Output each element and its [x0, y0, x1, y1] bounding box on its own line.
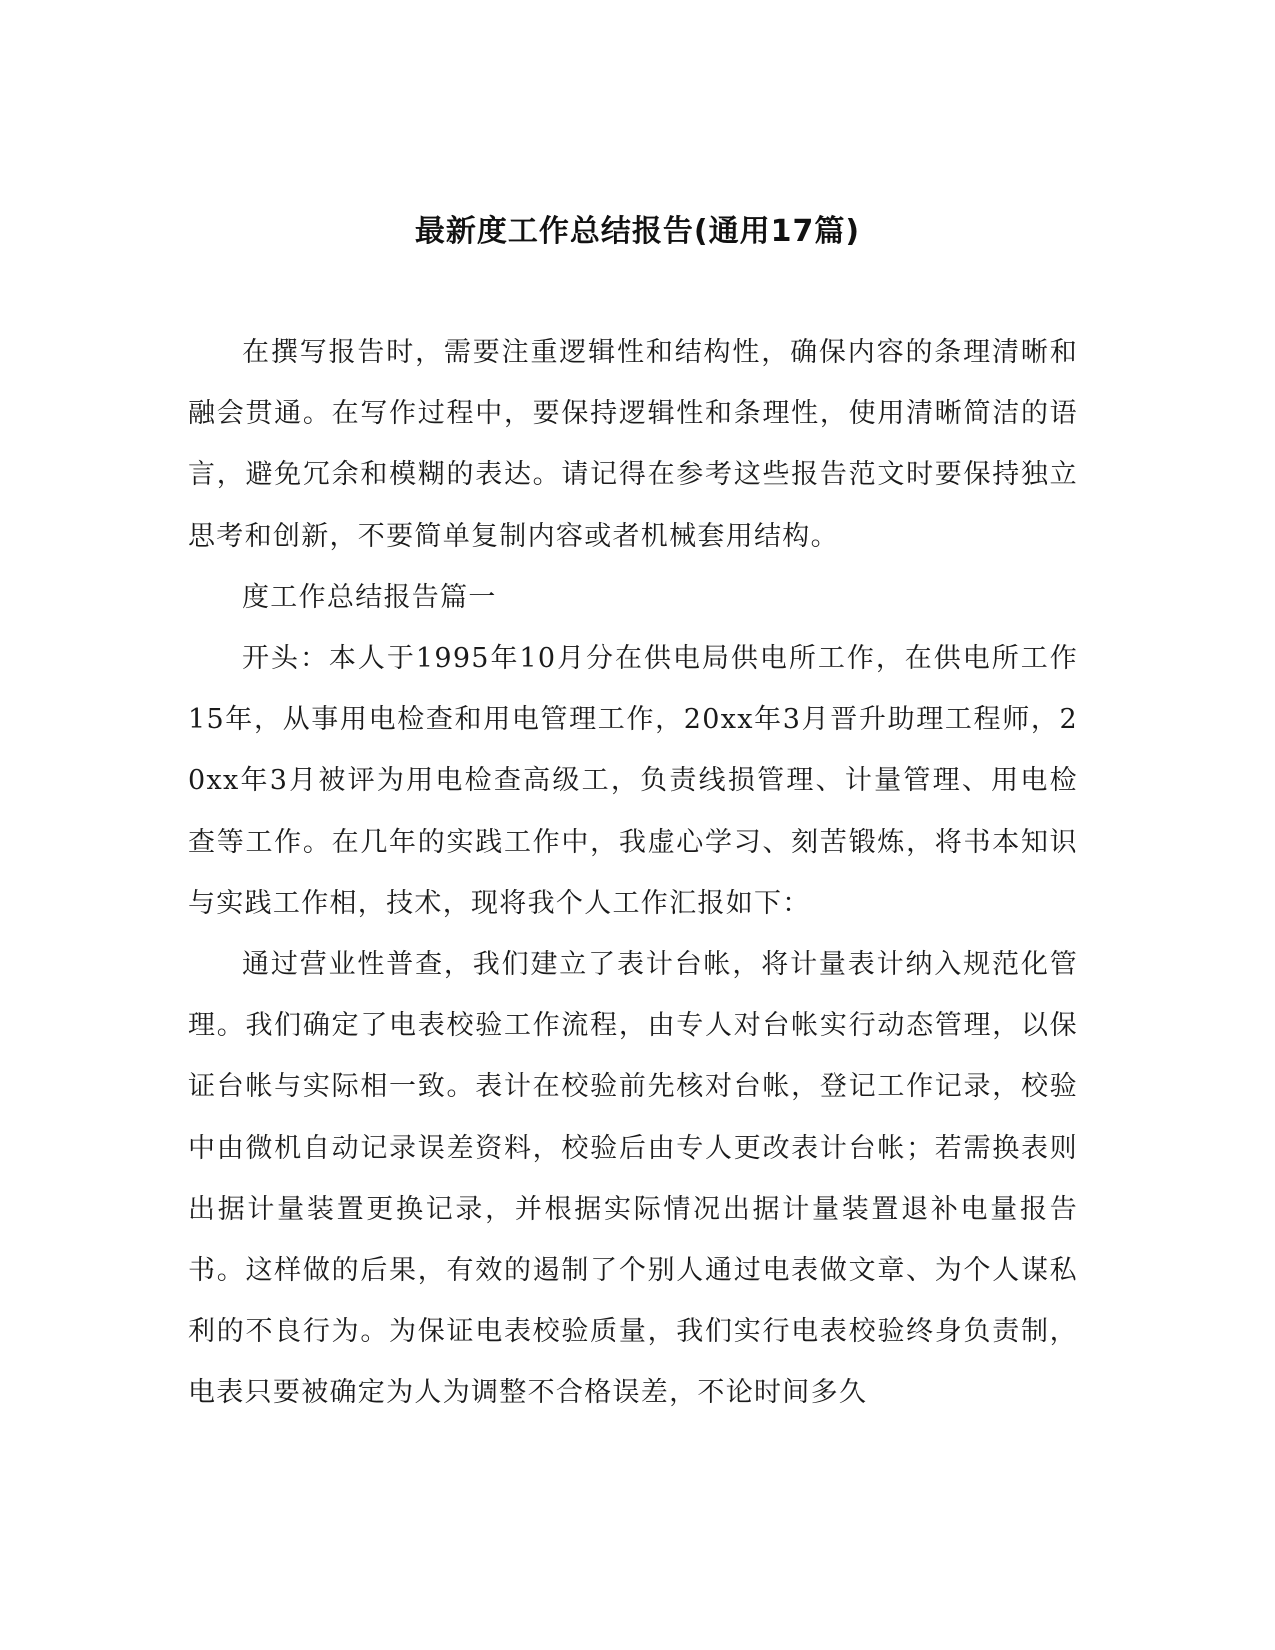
document-body	[188, 322, 1078, 1424]
body-paragraph: 开头：本人于1995年10月分在供电局供电所工作，在供电所工作15年，从事用电检查和用电管理工作，20xx年3月晋升助理工程师，20xx年3月被评为用电检查高级工，负责线损管理、计量管理、用电检查等工作。在几年的实践工作中，我虚心学习、刻苦锻炼，将书本知识与实践工作相，技术，现将我个人工作汇报如下：	[188, 643, 1078, 919]
body-paragraph: 通过营业性普查，我们建立了表计台帐，将计量表计纳入规范化管理。我们确定了电表校验工作流程，由专人对台帐实行动态管理，以保证台帐与实际相一致。表计在校验前先核对台帐，登记工作记录，校验中由微机自动记录误差资料，校验后由专人更改表计台帐；若需换表则出据计量装置更换记录，并根据实际情况出据计量装置退补电量报告书。这样做的后果，有效的遏制了个别人通过电表做文章、为个人谋私利的不良行为。为保证电表校验质量，我们实行电表校验终身负责制，电表只要被确定为人为调整不合格误差，不论时间多久	[188, 949, 1078, 1409]
intro-paragraph: 在撰写报告时，需要注重逻辑性和结构性，确保内容的条理清晰和融会贯通。在写作过程中，要保持逻辑性和条理性，使用清晰简洁的语言，避免冗余和模糊的表达。请记得在参考这些报告范文时要保持独立思考和创新，不要简单复制内容或者机械套用结构。	[188, 337, 1078, 552]
document-title: 最新度工作总结报告(通用17篇)	[414, 214, 861, 249]
section-heading: 度工作总结报告篇一	[242, 581, 497, 613]
